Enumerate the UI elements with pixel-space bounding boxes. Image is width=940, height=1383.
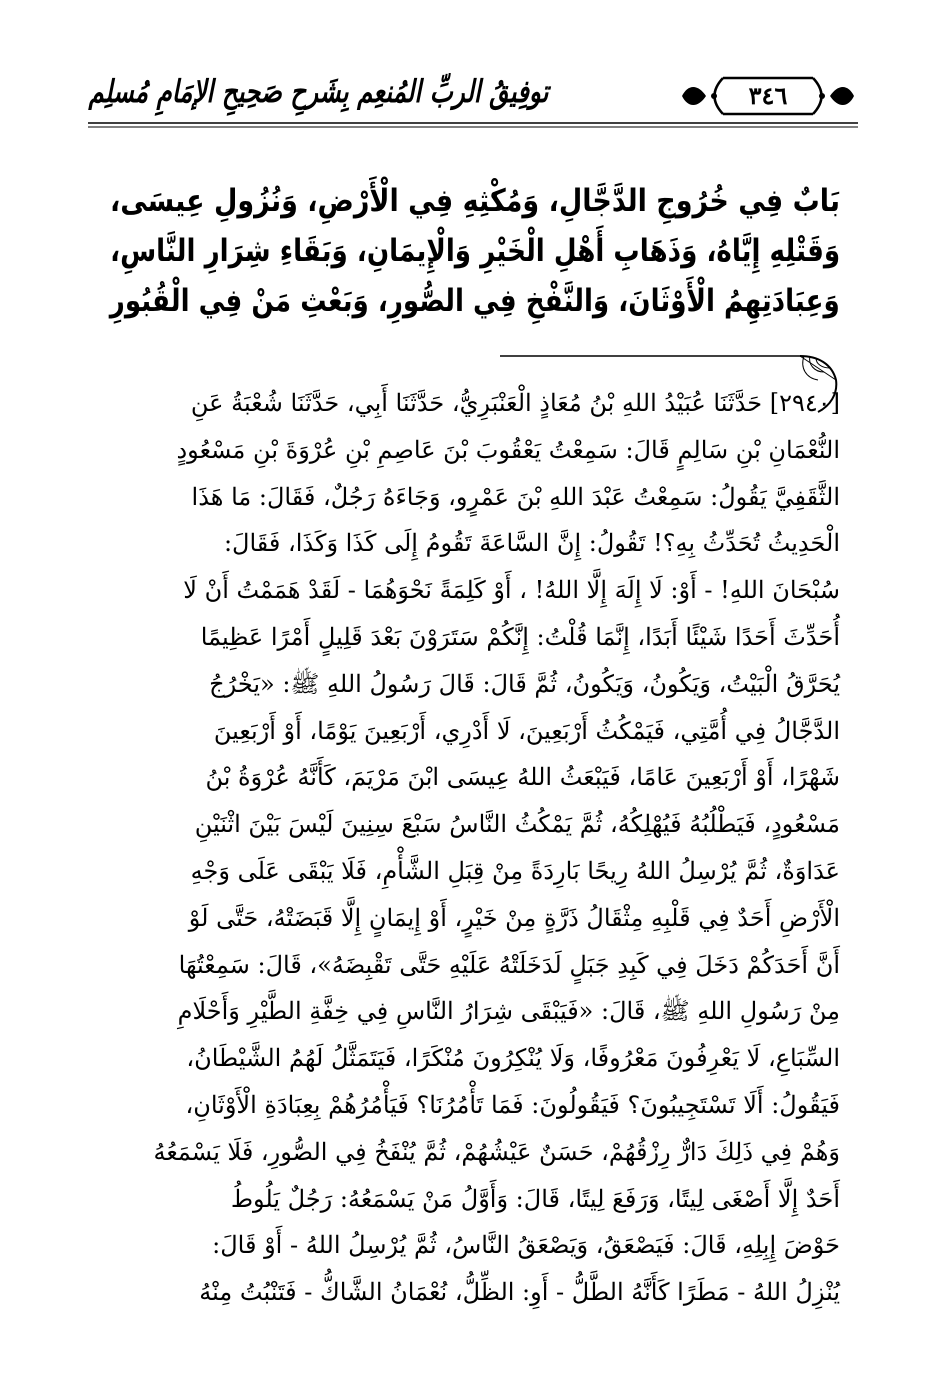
page-number-ornament [678, 74, 858, 118]
text-line: [٢٩٤٠] حَدَّثَنَا عُبَيْدُ اللهِ بْنُ مُعَاذٍ الْعَنْبَرِيُّ، حَدَّثَنَا أَبِي، حَدَّثَنَا شُعْبَةُ عَنِ [190, 389, 840, 417]
text-line: عَدَاوَةٌ، ثُمَّ يُرْسِلُ اللهُ رِيحًا بَارِدَةً مِنْ قِبَلِ الشَّأْمِ، فَلَا يَبْقَى عَلَى وَجْهِ [190, 856, 840, 885]
chapter-heading [110, 176, 840, 326]
book-title: توفِيقُ الربِّ المُنعِم بِشَرحِ صَحِيحِ الإمَامِ مُسلِم [88, 74, 548, 110]
text-line: سُبْحَانَ اللهِ! - أَوْ: لَا إِلَهَ إِلَّا اللهُ! ، أَوْ كَلِمَةً نَحْوَهُمَا - لَقَدْ هَمَمْتُ أَنْ لَا [183, 576, 840, 605]
chapter-heading-line: بَابٌ فِي خُرُوجِ الدَّجَّالِ، وَمُكْثِهِ فِي الْأَرْضِ، وَنُزُولِ عِيسَى، [110, 183, 840, 219]
text-line: الثَّقَفِيَّ يَقُولُ: سَمِعْتُ عَبْدَ اللهِ بْنَ عَمْرٍو، وَجَاءَهُ رَجُلٌ، فَقَالَ: مَا هَذَا [191, 482, 840, 511]
page-header [88, 66, 858, 130]
text-line: حَوْضَ إِبِلِهِ، قَالَ: فَيَصْعَقُ، وَيَصْعَقُ النَّاسُ، ثُمَّ يُرْسِلُ اللهُ - أَوْ قَالَ: [212, 1231, 840, 1260]
hadith-text [100, 380, 840, 1316]
text-line: مِنْ رَسُولِ اللهِ ﷺ، قَالَ: «فَيَبْقَى شِرَارُ النَّاسِ فِي خِفَّةِ الطَّيْرِ وَأَحْلَامِ [177, 997, 840, 1026]
text-line: يُحَرَّقُ الْبَيْتُ، وَيَكُونُ، وَيَكُونُ، ثُمَّ قَالَ: قَالَ رَسُولُ اللهِ ﷺ: «يَخْرُجُ [209, 669, 840, 698]
text-line: الْحَدِيثُ تُحَدِّثُ بِهِ؟! تَقُولُ: إِنَّ السَّاعَةَ تَقُومُ إِلَى كَذَا وَكَذَا، فَقَالَ: [223, 529, 840, 558]
text-line: الْأَرْضِ أَحَدٌ فِي قَلْبِهِ مِثْقَالُ ذَرَّةٍ مِنْ خَيْرٍ، أَوْ إِيمَانٍ إِلَّا قَبَضَتْهُ، حَتَّى لَوْ [188, 903, 840, 932]
chapter-heading-line: وَقَتْلِهِ إِيَّاهُ، وَذَهَابِ أَهْلِ الْخَيْرِ وَالْإِيمَانِ، وَبَقَاءِ شِرَارِ النَّاسِ، [110, 233, 840, 269]
text-line: مَسْعُودٍ، فَيَطْلُبُهُ فَيُهْلِكُهُ، ثُمَّ يَمْكُثُ النَّاسُ سَبْعَ سِنِينَ لَيْسَ بَيْنَ اثْنَيْنِ [194, 810, 840, 839]
chapter-heading-line: وَعِبَادَتِهِمُ الْأَوْثَانَ، وَالنَّفْخِ فِي الصُّورِ، وَبَعْثِ مَنْ فِي الْقُبُورِ [110, 283, 840, 319]
page-number: ٣٤٦ [748, 81, 788, 110]
text-line: النُّعْمَانِ بْنِ سَالِمٍ قَالَ: سَمِعْتُ يَعْقُوبَ بْنَ عَاصِمِ بْنِ عُرْوَةَ بْنِ مَسْعُودٍ [176, 435, 840, 464]
text-line: أَنَّ أَحَدَكُمْ دَخَلَ فِي كَبِدِ جَبَلٍ لَدَخَلَتْهُ عَلَيْهِ حَتَّى تَقْبِضَهُ»، قَالَ: سَمِعْتُهَا [178, 950, 840, 979]
text-line: الدَّجَّالُ فِي أُمَّتِي، فَيَمْكُثُ أَرْبَعِينَ، لَا أَدْرِي، أَرْبَعِينَ يَوْمًا، أَوْ أَرْبَعِينَ [213, 716, 840, 745]
text-line: أُحَدِّثَ أَحَدًا شَيْئًا أَبَدًا، إِنَّمَا قُلْتُ: إِنَّكُمْ سَتَرَوْنَ بَعْدَ قَلِيلٍ أَمْرًا عَظِيمًا [200, 622, 840, 651]
text-line: أَحَدٌ إِلَّا أَصْغَى لِيتًا، وَرَفَعَ لِيتًا، قَالَ: وَأَوَّلُ مَنْ يَسْمَعُهُ: رَجُلٌ يَلُوطُ [230, 1184, 840, 1213]
text-line: السِّبَاعِ، لَا يَعْرِفُونَ مَعْرُوفًا، وَلَا يُنْكِرُونَ مُنْكَرًا، فَيَتَمَثَّلُ لَهُمُ الشَّيْطَانُ، [186, 1044, 840, 1073]
text-line: يُنْزِلُ اللهُ - مَطَرًا كَأَنَّهُ الطَّلُّ - أَوِ: الظِّلُّ، نُعْمَانُ الشَّاكُّ - فَتَنْبُتُ مِنْهُ [199, 1278, 840, 1307]
text-line: وَهُمْ فِي ذَلِكَ دَارٌّ رِزْقُهُمْ، حَسَنٌ عَيْشُهُمْ، ثُمَّ يُنْفَخُ فِي الصُّورِ، فَلَا يَسْمَعُهُ [153, 1137, 840, 1166]
text-line: شَهْرًا، أَوْ أَرْبَعِينَ عَامًا، فَيَبْعَثُ اللهُ عِيسَى ابْنَ مَرْيَمَ، كَأَنَّهُ عُرْوَةُ بْنُ [205, 763, 840, 792]
header-divider [88, 122, 858, 128]
text-line: فَيَقُولُ: أَلَا تَسْتَجِيبُونَ؟ فَيَقُولُونَ: فَمَا تَأْمُرُنَا؟ فَيَأْمُرُهُمْ بِعِبَادَةِ الْأَوْثَانِ، [185, 1090, 840, 1119]
